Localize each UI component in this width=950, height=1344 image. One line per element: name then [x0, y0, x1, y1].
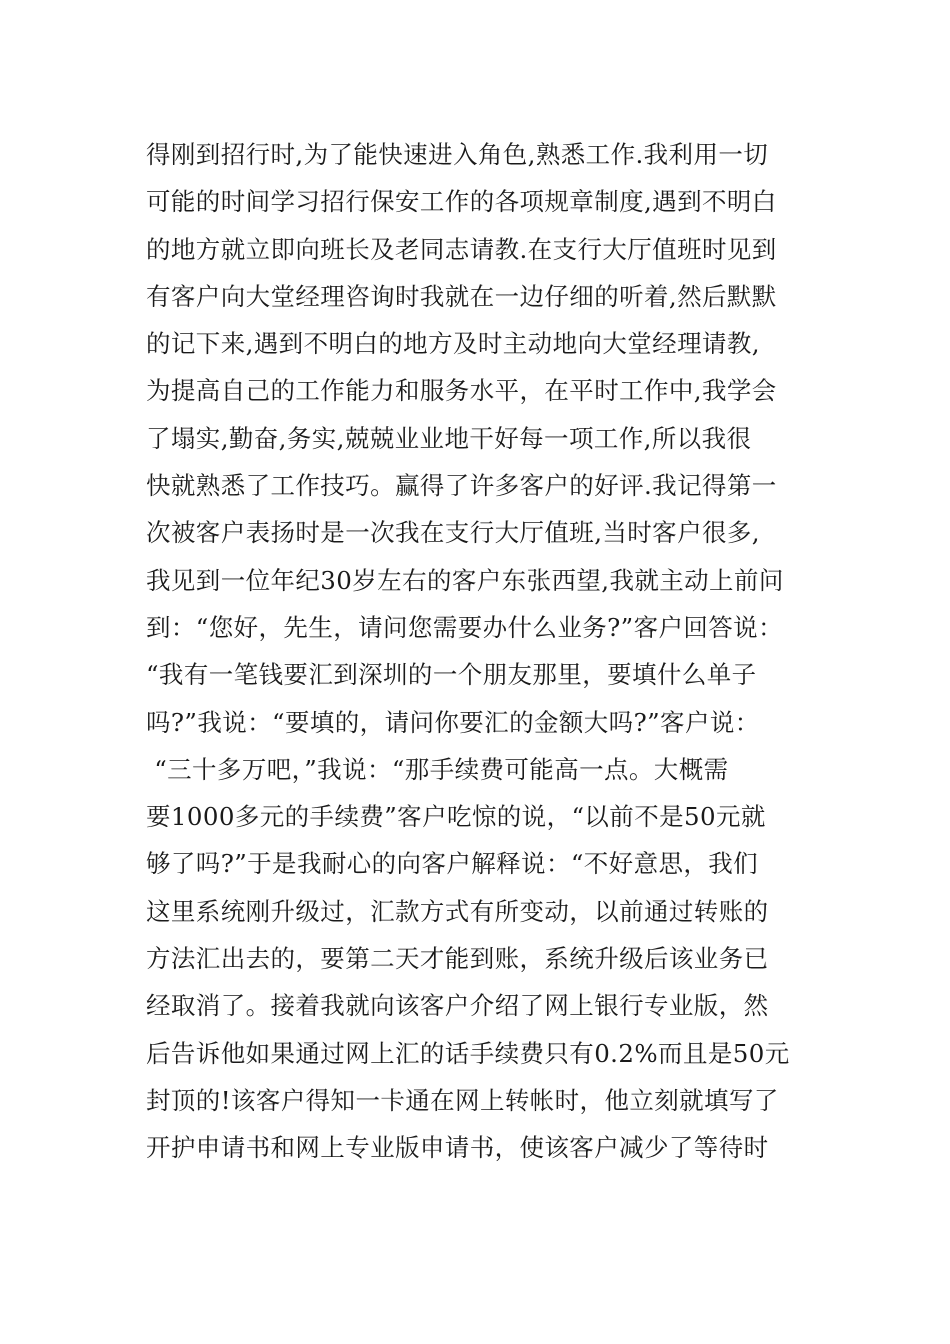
text-line: 后告诉他如果通过网上汇的话手续费只有0.2%而且是50元 — [146, 1038, 790, 1068]
text-line: 够了吗?”于是我耐心的向客户解释说：“不好意思，我们 — [146, 849, 759, 879]
text-line: 经取消了。接着我就向该客户介绍了网上银行专业版，然 — [146, 991, 769, 1021]
text-line: 可能的时间学习招行保安工作的各项规章制度,遇到不明白 — [146, 187, 777, 217]
text-line: “三十多万吧，”我说：“那手续费可能高一点。大概需 — [146, 754, 729, 784]
text-line: 要1000多元的手续费”客户吃惊的说，“以前不是50元就 — [146, 802, 766, 832]
text-line: 有客户向大堂经理咨询时我就在一边仔细的听着,然后默默 — [146, 281, 777, 311]
text-line: 次被客户表扬时是一次我在支行大厅值班,当时客户很多, — [146, 518, 760, 548]
text-line: 开护申请书和网上专业版申请书，使该客户减少了等待时 — [146, 1133, 769, 1163]
text-line: 吗?”我说：“要填的，请问你要汇的金额大吗?”客户说： — [146, 707, 760, 737]
text-line: 我见到一位年纪30岁左右的客户东张西望,我就主动上前问 — [146, 565, 784, 595]
text-line: 的记下来,遇到不明白的地方及时主动地向大堂经理请教, — [146, 329, 760, 359]
text-line: 封顶的!该客户得知一卡通在网上转帐时，他立刻就填写了 — [146, 1085, 779, 1115]
text-line: 快就熟悉了工作技巧。赢得了许多客户的好评.我记得第一 — [146, 471, 777, 501]
text-line: 的地方就立即向班长及老同志请教.在支行大厅值班时见到 — [146, 234, 777, 264]
text-line: 为提高自己的工作能力和服务水平，在平时工作中,我学会 — [146, 376, 777, 406]
text-line: 到：“您好，先生，请问您需要办什么业务?”客户回答说： — [146, 612, 783, 642]
text-line: “我有一笔钱要汇到深圳的一个朋友那里，要填什么单子 — [146, 660, 757, 690]
text-line: 方法汇出去的，要第二天才能到账，系统升级后该业务已 — [146, 944, 769, 974]
text-line: 这里系统刚升级过，汇款方式有所变动，以前通过转账的 — [146, 896, 769, 926]
text-line: 得刚到招行时,为了能快速进入角色,熟悉工作.我利用一切 — [146, 140, 769, 169]
text-line: 了塌实,勤奋,务实,兢兢业业地干好每一项工作,所以我很 — [146, 423, 752, 453]
body-text — [146, 131, 826, 1172]
